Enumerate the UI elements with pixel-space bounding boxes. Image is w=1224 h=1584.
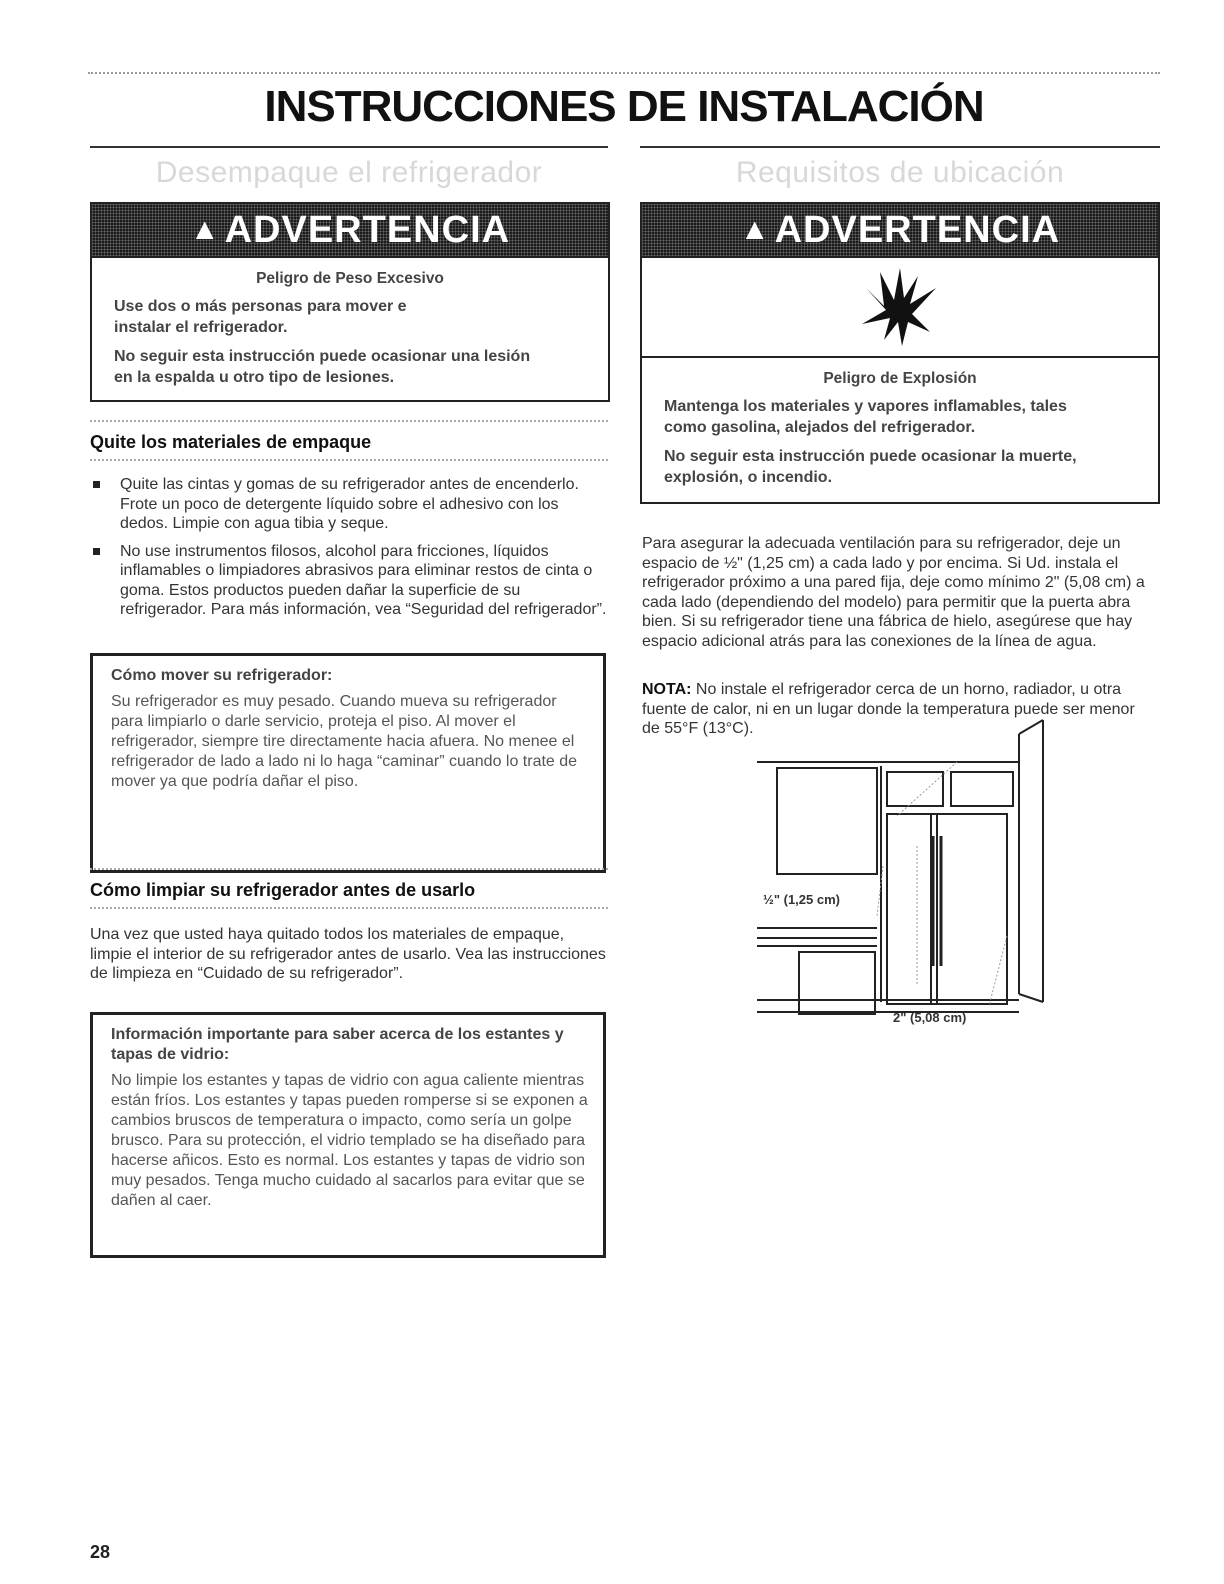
top-dotted-rule [88,72,1160,74]
clearance-diagram-drawing [757,716,1047,1016]
warning-triangle-icon: ▲ [739,213,771,246]
section-heading-location: Requisitos de ubicación [735,156,1065,189]
packing-list [90,475,608,620]
ventilation-text: Para asegurar la adecuada ventilación para su refrigerador, deje un espacio de ½" (1,25 cm) a cada lado y por encima. Si Ud. instala el refrigerador próximo a una pared fija, deje como mínimo 2" (5,08 cm) a cada lado (dependiendo del modelo) para permitir que la puerta abra bien. Si su refrigerador tiene una fábrica de hielo, asegúrese que hay espacio adicional atrás para las conexiones de la línea de agua. [642,535,1145,650]
warning-triangle-icon: ▲ [189,213,221,246]
weight-warning-box [90,202,610,402]
two-inch-label: 2" (5,08 cm) [893,1010,967,1025]
clearance-diagram [757,716,1047,1025]
warning-banner-label: ADVERTENCIA [774,208,1061,251]
warning-banner-label: ADVERTENCIA [224,208,511,251]
warning-title: Peligro de Peso Excesivo [256,270,444,287]
right-column-rule [640,146,1160,148]
moving-info-text: Su refrigerador es muy pesado. Cuando mueva su refrigerador para limpiarlo o darle servicio, proteja el piso. Al mover el refrigerador, siempre tire directamente hacia afuera. No menee el refrigerador de lado a lado ni lo haga “caminar” cuando lo trate de mover ya que podría dañar el piso. [111,693,578,790]
glass-info-title: Información importante para saber acerca de los estantes y tapas de vidrio: [111,1026,564,1063]
packing-section [90,420,608,628]
dotted-rule [90,907,608,909]
explosion-symbol-area [642,258,1158,358]
warning-paragraph: No seguir esta instrucción puede ocasionar una lesión en la espalda u otro tipo de lesiones. [114,348,531,386]
section-heading-unpack: Desempaque el refrigerador [155,156,543,189]
warning-paragraph: Mantenga los materiales y vapores inflamables, tales como gasolina, alejados del refrigerador. [664,398,1067,436]
glass-info-text: No limpie los estantes y tapas de vidrio con agua caliente mientras están fríos. Los estantes y tapas pueden romperse si se exponen a cambios bruscos de temperatura o impacto, como sería un golpe brusco. Para su protección, el vidrio templado se ha diseñado para hacerse añicos. Esto es normal. Los estantes y tapas de vidrio son muy pesados. Tenga mucho cuidado al sacarlos para evitar que se dañen al caer. [111,1072,588,1209]
warning-paragraph: Use dos o más personas para mover e instalar el refrigerador. [114,298,407,336]
explosion-icon [860,266,940,350]
warning-banner [92,204,608,258]
moving-info-title: Cómo mover su refrigerador: [111,667,333,684]
dotted-rule [90,459,608,461]
dotted-rule [90,420,608,422]
page-number: 28 [90,1542,111,1562]
left-column [90,146,608,190]
glass-info-box [90,1012,606,1258]
cleaning-text: Una vez que usted haya quitado todos los materiales de empaque, limpie el interior de su refrigerador antes de usarlo. Vea las instrucciones de limpieza en “Cuidado de su refrigerador”. [90,926,606,982]
warning-paragraph: No seguir esta instrucción puede ocasionar la muerte, explosión, o incendio. [664,448,1077,486]
list-item: Quite las cintas y gomas de su refrigerador antes de encenderlo. Frote un poco de detergente líquido sobre el adhesivo con los dedos. Limpie con agua tibia y seque. [90,475,608,534]
left-column-rule [90,146,608,148]
note-label: NOTA: [642,681,692,698]
half-inch-label: ½" (1,25 cm) [763,892,840,907]
moving-info-box [90,653,606,873]
explosion-warning-box [640,202,1160,504]
packing-heading: Quite los materiales de empaque [90,432,372,452]
page-title: INSTRUCCIONES DE INSTALACIÓN [264,82,984,131]
cleaning-heading: Cómo limpiar su refrigerador antes de usarlo [90,880,476,900]
warning-banner [642,204,1158,258]
right-column [640,146,1160,190]
dotted-rule [90,868,608,870]
warning-title: Peligro de Explosión [823,370,977,387]
cleaning-section [90,868,608,984]
note-text: No instale el refrigerador cerca de un horno, radiador, u otra fuente de calor, ni en un lugar donde la temperatura puede ser menor de 55°F (13°C). [642,681,1135,737]
list-item: No use instrumentos filosos, alcohol para fricciones, líquidos inflamables o limpiadores abrasivos para eliminar restos de cinta o goma. Estos productos pueden dañar la superficie de su refrigerador. Para más información, vea “Seguridad del refrigerador”. [90,542,608,620]
